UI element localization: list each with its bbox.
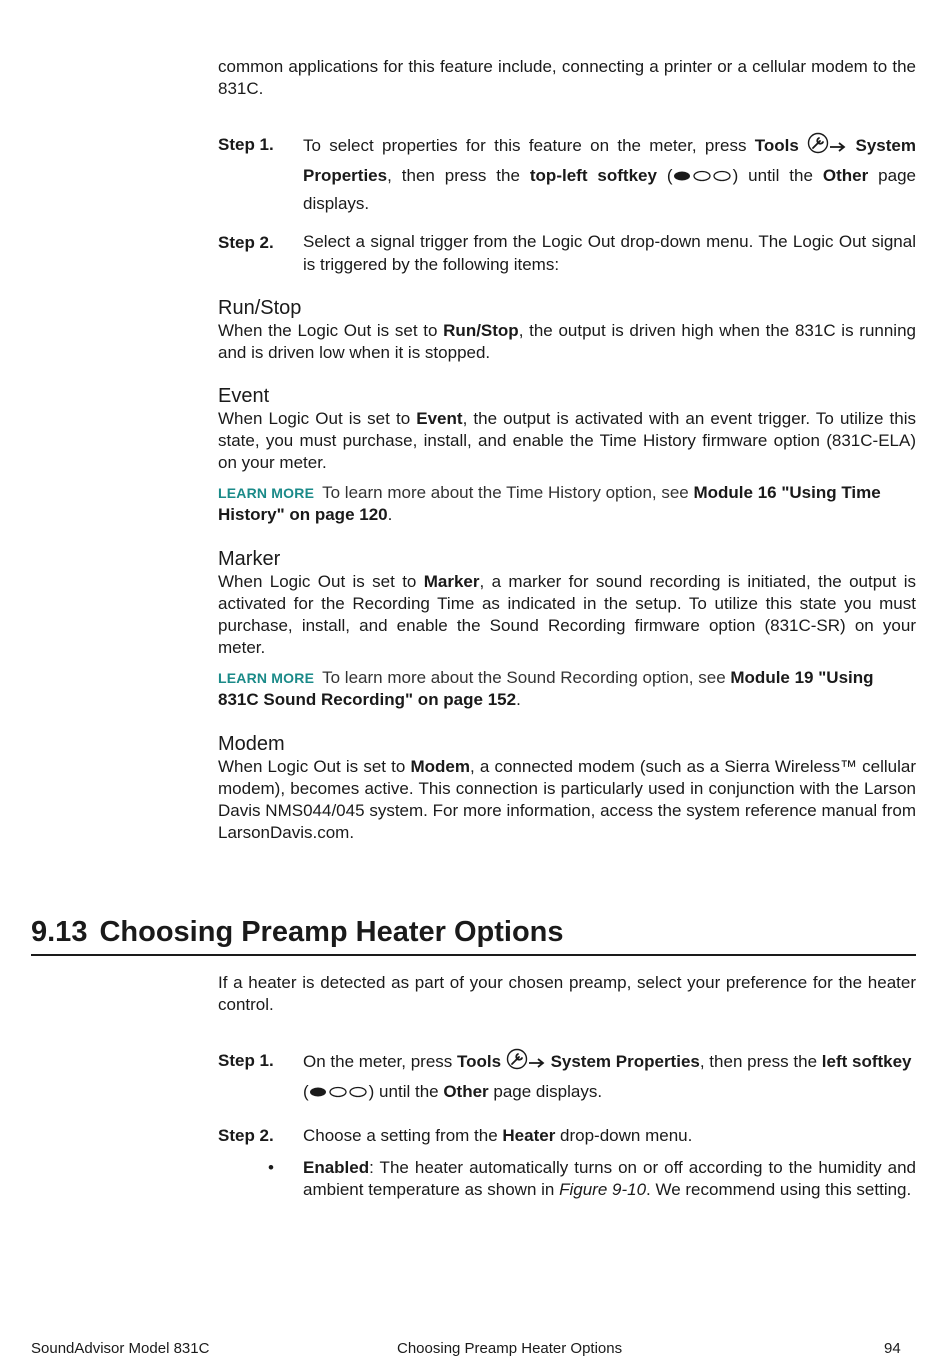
arrow-right-icon (829, 135, 847, 162)
heater-step-2 (218, 1123, 916, 1149)
marker-item (218, 547, 916, 711)
bullet-item-enabled (218, 1157, 916, 1227)
system-properties-label: System Properties (303, 136, 916, 185)
footer-section: Choosing Preamp Heater Options (397, 1340, 623, 1357)
marker-heading: Marker (218, 548, 281, 570)
modem-text: When Logic Out is set to Modem, a connected modem (such as a Sierra Wireless™ cellular modem), becomes active. This connection is particularly used in conjunction with the Larson Davis NMS044/045 system. For more information, access the system reference manual from LarsonDavis.com. (218, 757, 916, 842)
section-title: Choosing Preamp Heater Options (99, 916, 564, 948)
other-label: Other (443, 1082, 489, 1101)
tools-wrench-icon (506, 1048, 528, 1078)
softkey-left-selected-icon (673, 163, 733, 190)
intro-paragraph (218, 56, 916, 100)
other-label: Other (822, 166, 869, 185)
event-text: When Logic Out is set to Event, the output is activated with an event trigger. To utilize this state, you must purchase, install, and enable the Time History firmware option (831C-ELA) on your meter. (218, 409, 916, 472)
section-intro-text: If a heater is detected as part of your chosen preamp, select your preference for the heater control. (218, 973, 916, 1014)
step-label: Step 2. (218, 233, 274, 252)
step-text: , then press the (387, 166, 530, 185)
event-heading: Event (218, 385, 270, 407)
step-label: Step 2. (218, 1126, 274, 1145)
step-body (303, 132, 916, 217)
step-text: ) until the (732, 166, 823, 185)
marker-text: When Logic Out is set to Marker, a marker for sound recording is initiated, the output is activated for the Recording Time as indicated in the setup. To utilize this state you must purchase, install, and enable the Sound Recording firmware option (831C-SR) on your meter. (218, 572, 916, 657)
step-text: ( (656, 166, 673, 185)
section-number: 9.13 (31, 916, 88, 948)
learn-more-note: LEARN MORE To learn more about the Sound Recording option, see Module 19 "Using 831C Sound Recording" on page 152. (218, 668, 874, 709)
section-intro (218, 972, 916, 1016)
bullet-text: Enabled: The heater automatically turns on or off according to the humidity and ambient temperature as shown in Figure 9-10. We recommend using this setting. (303, 1158, 916, 1199)
figure-reference[interactable]: Figure 9-10 (559, 1180, 647, 1199)
modem-heading: Modem (218, 733, 285, 755)
step-text: page displays. (303, 166, 916, 213)
softkey-left-selected-icon (309, 1079, 369, 1106)
logic-step-1 (218, 132, 916, 213)
runstop-text: When the Logic Out is set to Run/Stop, the output is driven high when the 831C is running and is driven low when it is stopped. (218, 321, 916, 362)
system-properties-label: System Properties (550, 1052, 700, 1071)
tools-label: Tools (754, 136, 799, 155)
runstop-heading: Run/Stop (218, 297, 302, 319)
learn-more-link[interactable]: Module 16 "Using Time History" on page 120 (218, 483, 881, 524)
intro-text: common applications for this feature include, connecting a printer or a cellular modem to the 831C. (218, 57, 916, 98)
logic-step-2 (218, 230, 916, 278)
arrow-right-icon (528, 1051, 546, 1078)
heater-step-1 (218, 1048, 916, 1102)
step-label: Step 1. (218, 135, 274, 154)
step-body: Choose a setting from the Heater drop-down menu. (303, 1126, 693, 1145)
bullet-dot: • (268, 1158, 274, 1177)
section-heading (31, 912, 916, 956)
learn-more-note: LEARN MORE To learn more about the Time History option, see Module 16 "Using Time History" on page 120. (218, 483, 881, 524)
step-body: Select a signal trigger from the Logic Out drop-down menu. The Logic Out signal is triggered by the following items: (303, 232, 916, 274)
tools-wrench-icon (807, 132, 829, 162)
event-item (218, 384, 916, 526)
runstop-item (218, 296, 916, 364)
enabled-label: Enabled (303, 1158, 370, 1177)
footer-product: SoundAdvisor Model 831C (31, 1340, 210, 1357)
heater-label: Heater (502, 1126, 556, 1145)
step-label: Step 1. (218, 1051, 274, 1070)
softkey-label: left softkey (821, 1052, 912, 1071)
step-text: To select properties for this feature on the meter, press (303, 136, 755, 155)
step-body: On the meter, press Tools System Properties, then press the left softkey ( ) until the Other page displays. (303, 1048, 916, 1106)
learn-more-tag: LEARN MORE (218, 670, 315, 686)
learn-more-link[interactable]: Module 19 "Using 831C Sound Recording" on page 152 (218, 668, 874, 709)
footer-page-number: 94 (884, 1340, 901, 1357)
modem-item (218, 732, 916, 844)
softkey-label: top-left softkey (529, 166, 657, 185)
tools-label: Tools (457, 1052, 502, 1071)
learn-more-tag: LEARN MORE (218, 485, 315, 501)
